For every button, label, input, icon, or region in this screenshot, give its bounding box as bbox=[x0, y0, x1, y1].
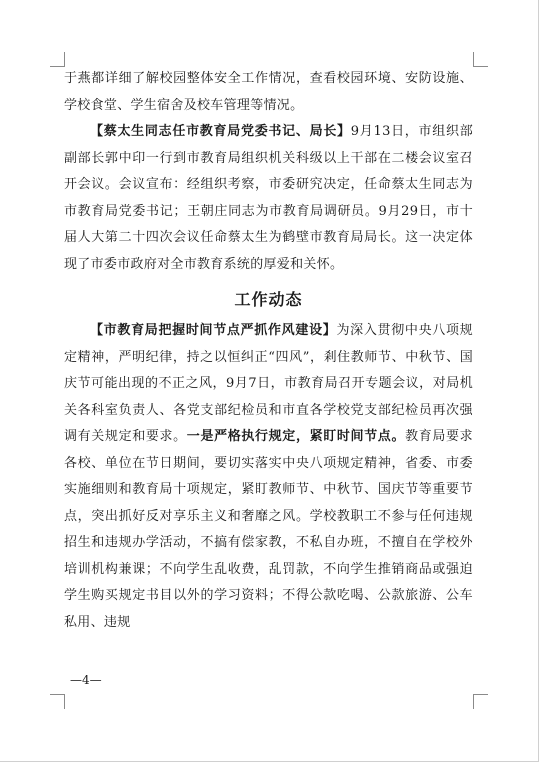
paragraph-text: 为深入贯彻中央八项规定精神，严明纪律，持之以恒纠正“四风”，剎住教师节、中秋节、国庆节可能出现的不正之风，9月7日，市教育局召开专题会议，对局机关各科室负责人、各党支部纪检员和市直各学校党支部纪检员再次强调有关规定和要求。 bbox=[64, 323, 473, 444]
section-title: 工作动态 bbox=[234, 290, 303, 309]
paragraph-text: 教育局要求各校、单位在节日期间，要切实落实中央八项规定精神，省委、市委实施细则和教育局十项规定，紧盯教师节、中秋节、国庆节等重要节点，突出抓好反对享乐主义和奢靡之风。学校教职工不参与任何违规招生和违规办学活动，不搞有偿家教，不私自办班，不擅自在学校外培训机构兼课；不向学生乱收费，乱罚款，不向学生推销商品或强迫学生购买规定书目以外的学习资料；不得公款吃喝、公款旅游、公车私用、违规 bbox=[64, 429, 473, 630]
paragraph-heading: 【市教育局把握时间节点严抓作风建设】 bbox=[90, 323, 337, 338]
crop-mark-bottom-left bbox=[50, 694, 65, 709]
crop-mark-bottom-right bbox=[473, 694, 488, 709]
crop-mark-top-right bbox=[473, 52, 488, 67]
paragraph-campus-safety bbox=[64, 66, 473, 119]
paragraph-text: 9月13日，市组织部副部长郭中印一行到市教育局组织机关科级以上干部在二楼会议室召开会议。会议宣布：经组织考察，市委研究决定，任命蔡太生同志为市教育局党委书记；王朝庄同志为市教育局调研员。9月29日，市十届人大第二十四次会议任命蔡太生为鹤壁市教育局局长。这一决定体现了市委市政府对全市教育系统的厚爱和关怀。 bbox=[64, 124, 473, 272]
paragraph-appointment bbox=[64, 119, 473, 278]
page-number: —4— bbox=[70, 673, 102, 687]
document-body bbox=[64, 66, 473, 636]
paragraph-emphasis: 一是严格执行规定，紧盯时间节点。 bbox=[186, 429, 406, 444]
paragraph-work-style bbox=[64, 318, 473, 636]
paragraph-text: 于燕都详细了解校园整体安全工作情况，查看校园环境、安防设施、学校食堂、学生宿舍及校车管理等情况。 bbox=[64, 71, 473, 113]
paragraph-heading: 【蔡太生同志任市教育局党委书记、局长】 bbox=[90, 124, 351, 139]
crop-mark-top-left bbox=[50, 52, 65, 67]
